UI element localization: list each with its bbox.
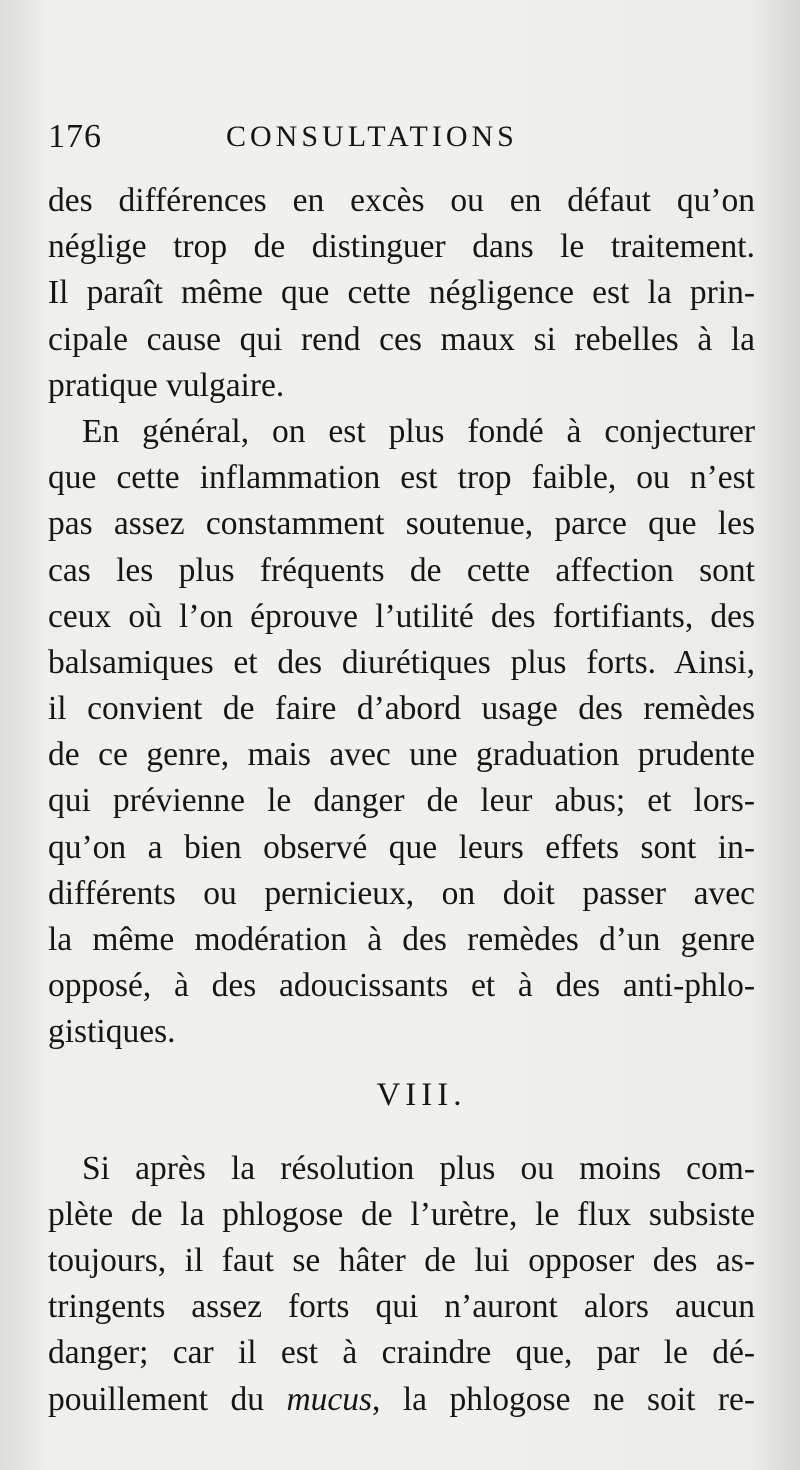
text-line: En général, on est plus fondé à conjecturer xyxy=(82,412,755,450)
section-heading: VIII. xyxy=(376,1076,467,1113)
text-line: plète de la phlogose de l’urètre, le flux subsiste xyxy=(48,1195,755,1233)
text-line: ceux où l’on éprouve l’utilité des fortifiants, des xyxy=(48,597,755,635)
text-line: balsamiques et des diurétiques plus forts. Ainsi, xyxy=(48,643,755,681)
page-header xyxy=(48,118,768,162)
text-line: tringents assez forts qui n’auront alors aucun xyxy=(48,1288,755,1326)
text-line: de ce genre, mais avec une graduation prudente xyxy=(48,736,755,774)
text-line: toujours, il faut se hâter de lui opposer des as- xyxy=(48,1241,755,1279)
text-segment: , la phlogose ne soit re- xyxy=(372,1380,756,1418)
text-line: différents ou pernicieux, on doit passer avec xyxy=(48,874,755,912)
text-segment: pouillement du xyxy=(48,1380,287,1418)
italic-term: mucus xyxy=(286,1380,373,1418)
running-head: CONSULTATIONS xyxy=(226,120,518,153)
text-line: opposé, à des adoucissants et à des anti-phlo- xyxy=(48,967,755,1005)
text-line: Si après la résolution plus ou moins com- xyxy=(82,1149,755,1187)
body-text xyxy=(48,178,755,1423)
text-line: Il paraît même que cette négligence est la prin- xyxy=(48,274,755,312)
paragraph-1 xyxy=(48,178,755,409)
text-line: il convient de faire d’abord usage des remèdes xyxy=(48,690,755,728)
paragraph-3 xyxy=(48,1146,755,1423)
text-line: que cette inflammation est trop faible, ou n’est xyxy=(48,459,755,497)
text-line: qu’on a bien observé que leurs effets sont in- xyxy=(48,828,755,866)
text-line: gistiques. xyxy=(48,1013,176,1051)
text-line: pratique vulgaire. xyxy=(48,366,285,404)
text-line: des différences en excès ou en défaut qu’on xyxy=(48,182,755,219)
text-line-with-italic xyxy=(48,1377,755,1423)
text-line: néglige trop de distinguer dans le traitement. xyxy=(48,228,755,266)
page-number: 176 xyxy=(48,118,102,155)
text-line: pas assez constamment soutenue, parce que les xyxy=(48,505,755,543)
text-line: la même modération à des remèdes d’un genre xyxy=(48,921,755,958)
text-line: cas les plus fréquents de cette affection sont xyxy=(48,551,755,589)
text-line: danger; car il est à craindre que, par le dé- xyxy=(48,1334,755,1372)
text-line: qui prévienne le danger de leur abus; et lors- xyxy=(48,782,755,820)
text-line: cipale cause qui rend ces maux si rebelles à la xyxy=(48,320,755,358)
paragraph-2 xyxy=(48,409,755,1056)
